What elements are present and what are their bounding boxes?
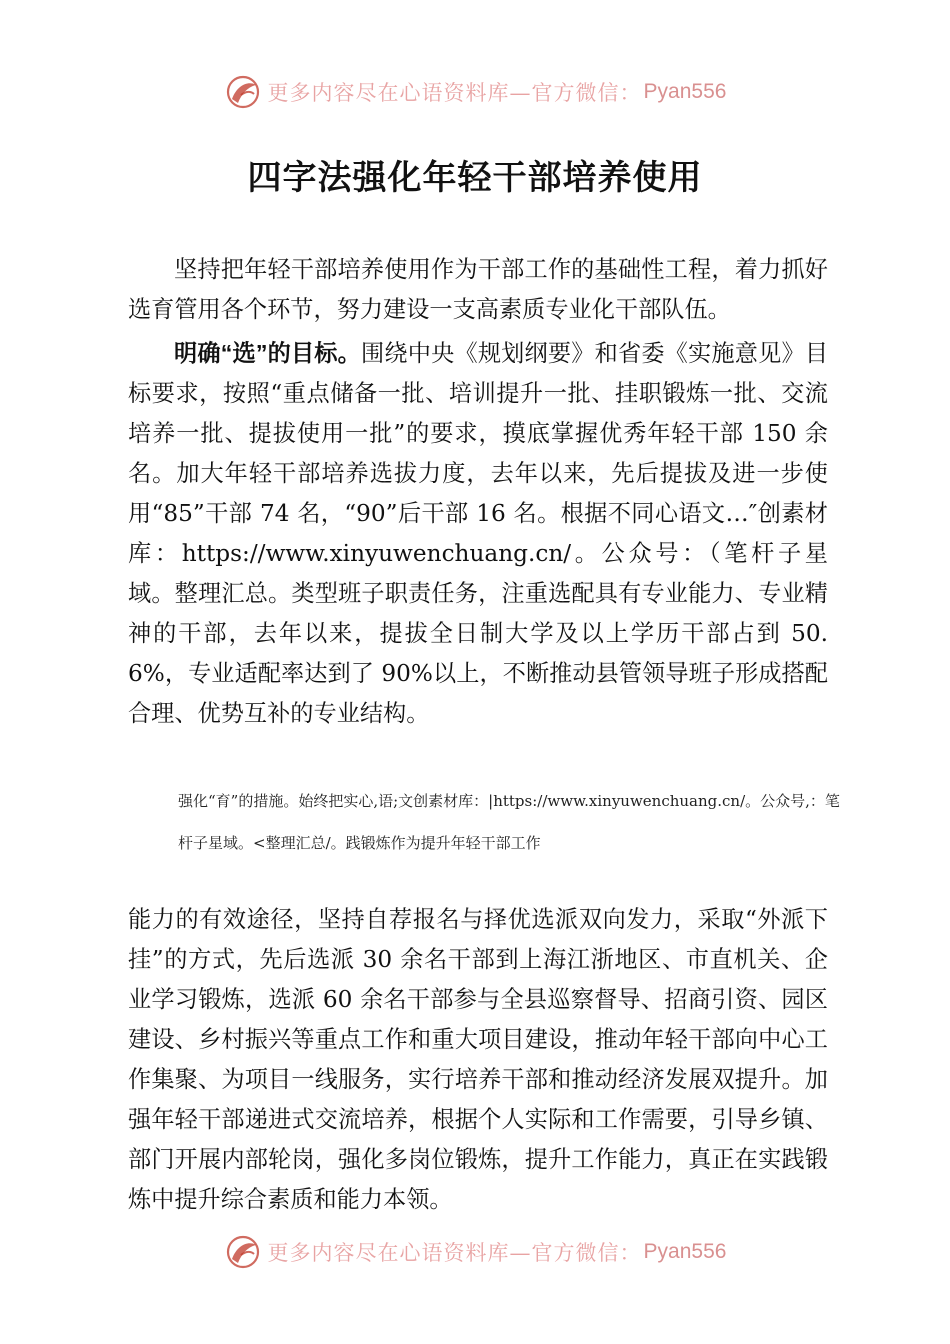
footer-watermark bbox=[0, 1232, 950, 1272]
watermark-wechat-id: Pyan556 bbox=[643, 1240, 727, 1263]
small-print-note: 强化“育”的措施。始终把实心,语;文创素材库：|https://www.xinyuwenchuang.cn/。公众号,：笔杆子星域。<整理汇总/。践锻炼作为提升年轻干部工作 bbox=[178, 792, 840, 852]
header-watermark bbox=[0, 72, 950, 112]
brand-logo-icon bbox=[224, 73, 262, 111]
document-title: 四字法强化年轻干部培养使用 bbox=[247, 158, 703, 198]
section-train-paragraph: 能力的有效途径，坚持自荐报名与择优选派双向发力，采取“外派下挂”的方式，先后选派 30 余名干部到上海江浙地区、市直机关、企业学习锻炼，选派 60 余名干部参与全县巡察督导、招商引资、园区建设、乡村振兴等重点工作和重大项目建设，推动年轻干部向中心工作集聚、为项目一线服务，实行培养干部和推动经济发展双提升。加强年轻干部递进式交流培养，根据个人实际和工作需要，引导乡镇、部门开展内部轮岗，强化多岗位锻炼，提升工作能力，真正在实践锻炼中提升综合素质和能力本领。 bbox=[128, 906, 828, 1213]
watermark-text: 更多内容尽在心语资料库—官方微信： bbox=[267, 1241, 642, 1265]
section-select-heading: 明确“选”的目标。 bbox=[174, 340, 362, 366]
section-select-paragraph bbox=[128, 333, 828, 734]
watermark-text: 更多内容尽在心语资料库—官方微信： bbox=[267, 81, 642, 105]
section-select-body: 围绕中央《规划纲要》和省委《实施意见》目标要求，按照“重点储备一批、培训提升一批、挂职锻炼一批、交流培养一批、提拔使用一批”的要求，摸底掌握优秀年轻干部 150 余名。加大年轻干部培养选拔力度，去年以来，先后提拔及进一步使用“85”干部 74 名，“90”后干部 16 名。根据不同心语文…″创素材库：https://www.xinyuwenchuang.cn/。公众号：（笔杆子星域。整理汇总。类型班子职责任务，注重选配具有专业能力、专业精神的干部，去年以来，提拔全日制大学及以上学历干部占到 50.6%，专业适配率达到了 90%以上，不断推动县管领导班子形成搭配合理、优势互补的专业结构。 bbox=[128, 340, 829, 727]
intro-paragraph: 坚持把年轻干部培养使用作为干部工作的基础性工程，着力抓好选育管用各个环节，努力建设一支高素质专业化干部队伍。 bbox=[128, 256, 828, 323]
brand-logo-icon bbox=[224, 1233, 262, 1271]
watermark-wechat-id: Pyan556 bbox=[643, 80, 727, 103]
